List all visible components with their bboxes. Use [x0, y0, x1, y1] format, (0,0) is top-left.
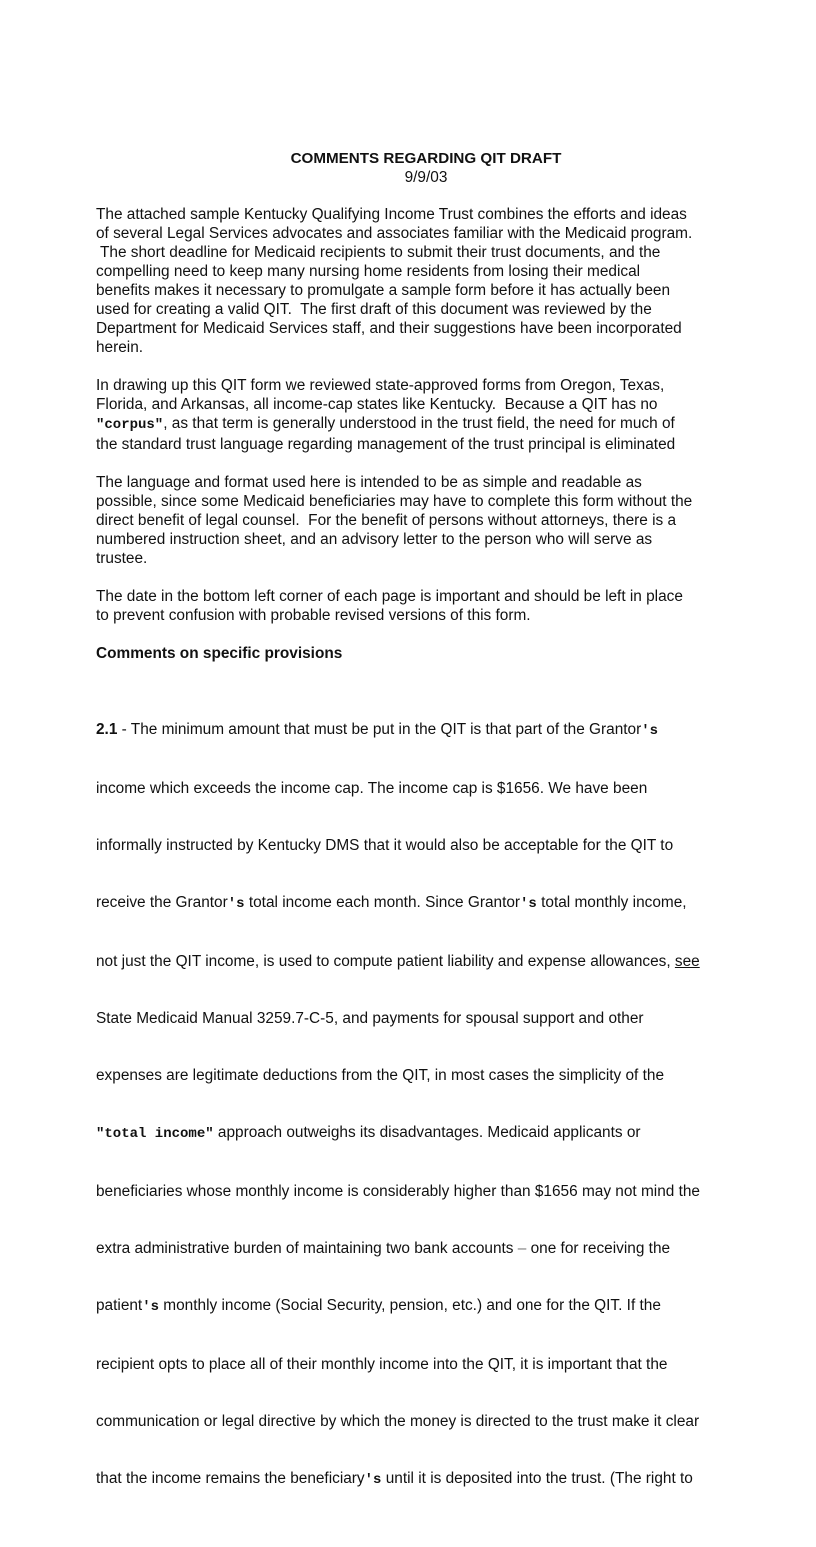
text-line: numbered instruction sheet, and an advisory letter to the person who will serve as [96, 531, 653, 548]
text-span: approach outweighs its disadvantages. Medicaid applicants or [213, 1124, 641, 1141]
total-income-term: "total income" [96, 1126, 214, 1142]
text-line: benefits makes it necessary to promulgate a sample form before it has actually been [96, 282, 671, 299]
text-line: the standard trust language regarding management of the trust principal is eliminated [96, 436, 676, 453]
text-span: 's [227, 896, 245, 912]
text-span: total income each month. Since Grantor [244, 894, 521, 911]
text-span: 's [142, 1299, 160, 1315]
text-line: recipient opts to place all of their monthly income into the QIT, it is important that the [96, 1356, 668, 1373]
text-line [96, 1469, 736, 1490]
text-span: receive the Grantor [96, 894, 228, 911]
text-span: , as that term is generally understood in the trust field, the need for much of [163, 415, 675, 432]
text-line [96, 1239, 736, 1258]
provision-number: 2.1 [96, 721, 118, 738]
text-span: 's [641, 723, 659, 739]
text-line: to prevent confusion with probable revised versions of this form. [96, 607, 531, 624]
text-line [96, 720, 736, 741]
text-line: The attached sample Kentucky Qualifying Income Trust combines the efforts and ideas [96, 206, 687, 223]
text-line: Florida, and Arkansas, all income-cap states like Kentucky. Because a QIT has no [96, 396, 658, 413]
text-span: 's [520, 896, 537, 912]
text-span: that the income remains the beneficiary [96, 1470, 365, 1487]
text-line [96, 893, 736, 914]
text-span: total monthly income, [536, 894, 687, 911]
text-line: The short deadline for Medicaid recipients to submit their trust documents, and the [96, 244, 661, 261]
text-span: monthly income (Social Security, pension, etc.) and one for the QIT. If the [159, 1297, 661, 1314]
text-line: compelling need to keep many nursing home residents from losing their medical [96, 263, 641, 280]
text-span: extra administrative burden of maintaining two bank accounts [96, 1240, 518, 1257]
text-line: of several Legal Services advocates and associates familiar with the Medicaid program. [96, 225, 693, 242]
document-page [96, 150, 736, 1547]
text-line: herein. [96, 339, 144, 356]
text-span: patient [96, 1297, 143, 1314]
section-heading: Comments on specific provisions [96, 645, 343, 662]
text-line: possible, since some Medicaid beneficiaries may have to complete this form without the [96, 493, 693, 510]
text-line: beneficiaries whose monthly income is considerably higher than $1656 may not mind the [96, 1183, 700, 1200]
text-line [96, 1296, 736, 1317]
text-line: The language and format used here is intended to be as simple and readable as [96, 474, 642, 491]
text-span: - The minimum amount that must be put in the QIT is that part of the Grantor [117, 721, 642, 738]
text-line: In drawing up this QIT form we reviewed state-approved forms from Oregon, Texas, [96, 377, 665, 394]
text-line: informally instructed by Kentucky DMS that it would also be acceptable for the QIT to [96, 837, 674, 854]
text-span: not just the QIT income, is used to compute patient liability and expense allowances, [96, 953, 675, 970]
text-line [96, 952, 736, 971]
document-title: COMMENTS REGARDING QIT DRAFT [290, 150, 562, 167]
text-line: trustee. [96, 550, 148, 567]
text-line: income which exceeds the income cap. The income cap is $1656. We have been [96, 780, 648, 797]
date-note-paragraph [96, 587, 736, 625]
see-reference: see [674, 953, 700, 970]
text-line: Department for Medicaid Services staff, and their suggestions have been incorporated [96, 320, 682, 337]
provision-2-1-paragraph [96, 682, 736, 1528]
text-line: communication or legal directive by which the money is directed to the trust make it clear [96, 1413, 700, 1430]
text-span: 's [364, 1472, 382, 1488]
corpus-term: "corpus" [96, 417, 164, 433]
text-line: used for creating a valid QIT. The first draft of this document was reviewed by the [96, 301, 652, 318]
text-line: State Medicaid Manual 3259.7-C-5, and payments for spousal support and other [96, 1010, 644, 1027]
forms-reviewed-paragraph [96, 376, 736, 454]
text-line: The date in the bottom left corner of each page is important and should be left in place [96, 588, 683, 605]
intro-paragraph [96, 205, 736, 357]
document-date: 9/9/03 [404, 169, 448, 186]
text-line: expenses are legitimate deductions from the QIT, in most cases the simplicity of the [96, 1067, 665, 1084]
text-line [96, 414, 736, 435]
language-format-paragraph [96, 473, 736, 568]
text-line [96, 1123, 736, 1144]
text-line: direct benefit of legal counsel. For the benefit of persons without attorneys, there is a [96, 512, 677, 529]
text-span: one for receiving the [526, 1240, 671, 1257]
text-span: until it is deposited into the trust. (The right to [381, 1470, 693, 1487]
dash-glyph: – [517, 1240, 527, 1257]
